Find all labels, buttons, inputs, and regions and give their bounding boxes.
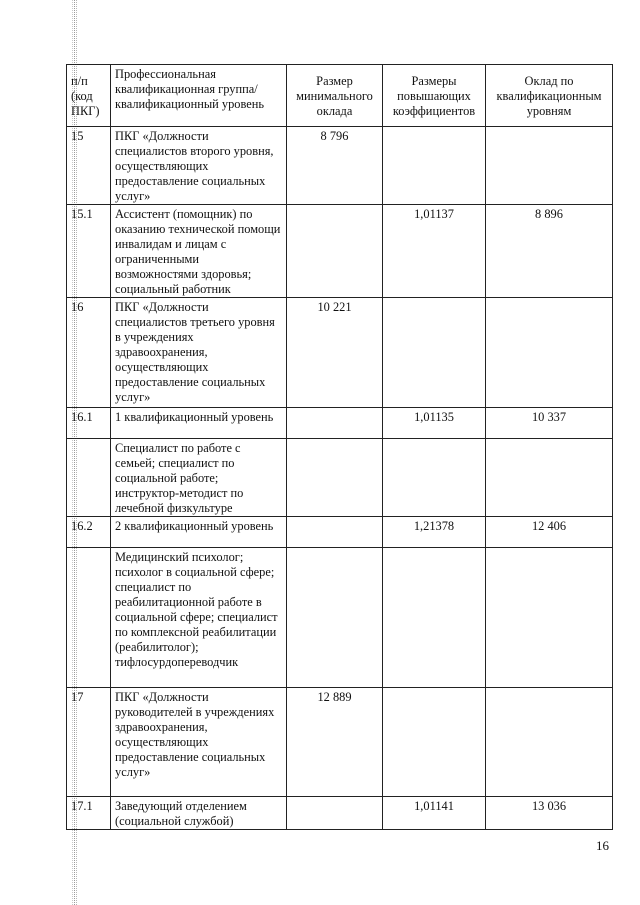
- row-coefficient: [383, 439, 486, 517]
- row-coefficient: [383, 548, 486, 688]
- table-row: [67, 298, 613, 408]
- row-number: 17.1: [67, 797, 111, 830]
- row-name: Медицинский психолог; психолог в социальной сфере; специалист по реабилитационной работе в социальной сфере; специалист по комплексной реабилитации (реабилитолог); тифлосурдопереводчик: [111, 548, 287, 688]
- row-name: Ассистент (помощник) по оказанию технической помощи инвалидам и лицам с ограниченными возможностями здоровья; социальный работник: [111, 205, 287, 298]
- row-salary: [486, 548, 613, 688]
- row-coefficient: 1,21378: [383, 517, 486, 548]
- table-row: [67, 439, 613, 517]
- row-min-salary: [287, 517, 383, 548]
- row-min-salary: 12 889: [287, 688, 383, 797]
- row-coefficient: 1,01137: [383, 205, 486, 298]
- row-name: Специалист по работе с семьей; специалист по социальной работе; инструктор-методист по лечебной физкультуре: [111, 439, 287, 517]
- row-min-salary: [287, 439, 383, 517]
- table-row: [67, 205, 613, 298]
- row-number: 15.1: [67, 205, 111, 298]
- table-row: [67, 127, 613, 205]
- table-row: [67, 408, 613, 439]
- table-row: [67, 548, 613, 688]
- row-name: ПКГ «Должности специалистов третьего уровня в учреждениях здравоохранения, осуществляющих предоставление социальных услуг»: [111, 298, 287, 408]
- table-row: [67, 797, 613, 830]
- row-number: 16.2: [67, 517, 111, 548]
- row-min-salary: [287, 797, 383, 830]
- row-min-salary: [287, 408, 383, 439]
- row-salary: [486, 439, 613, 517]
- row-name: ПКГ «Должности специалистов второго уровня, осуществляющих предоставление социальных услуг»: [111, 127, 287, 205]
- table-row: [67, 517, 613, 548]
- row-coefficient: [383, 298, 486, 408]
- row-salary: [486, 127, 613, 205]
- header-number: п/п (код ПКГ): [67, 65, 111, 127]
- row-name: ПКГ «Должности руководителей в учреждениях здравоохранения, осуществляющих предоставление социальных услуг»: [111, 688, 287, 797]
- row-number: 17: [67, 688, 111, 797]
- header-group: Профессиональная квалификационная группа/квалификационный уровень: [111, 65, 287, 127]
- row-min-salary: [287, 548, 383, 688]
- row-name: Заведующий отделением (социальной службой): [111, 797, 287, 830]
- row-salary: 8 896: [486, 205, 613, 298]
- row-coefficient: 1,01141: [383, 797, 486, 830]
- row-salary: 12 406: [486, 517, 613, 548]
- row-coefficient: 1,01135: [383, 408, 486, 439]
- row-min-salary: 8 796: [287, 127, 383, 205]
- row-name: 1 квалификационный уровень: [111, 408, 287, 439]
- header-salary: Оклад по квалификационным уровням: [486, 65, 613, 127]
- row-number: 16: [67, 298, 111, 408]
- row-salary: 13 036: [486, 797, 613, 830]
- table-header-row: [67, 65, 613, 127]
- row-min-salary: 10 221: [287, 298, 383, 408]
- row-number: 16.1: [67, 408, 111, 439]
- salary-table: [66, 64, 613, 830]
- row-min-salary: [287, 205, 383, 298]
- row-salary: [486, 688, 613, 797]
- row-number: [67, 548, 111, 688]
- row-number: [67, 439, 111, 517]
- header-coefficient: Размеры повышающих коэффициентов: [383, 65, 486, 127]
- row-coefficient: [383, 127, 486, 205]
- header-min-salary: Размер минимального оклада: [287, 65, 383, 127]
- row-number: 15: [67, 127, 111, 205]
- row-salary: [486, 298, 613, 408]
- page-number: 16: [596, 838, 609, 853]
- table-row: [67, 688, 613, 797]
- row-name: 2 квалификационный уровень: [111, 517, 287, 548]
- row-salary: 10 337: [486, 408, 613, 439]
- row-coefficient: [383, 688, 486, 797]
